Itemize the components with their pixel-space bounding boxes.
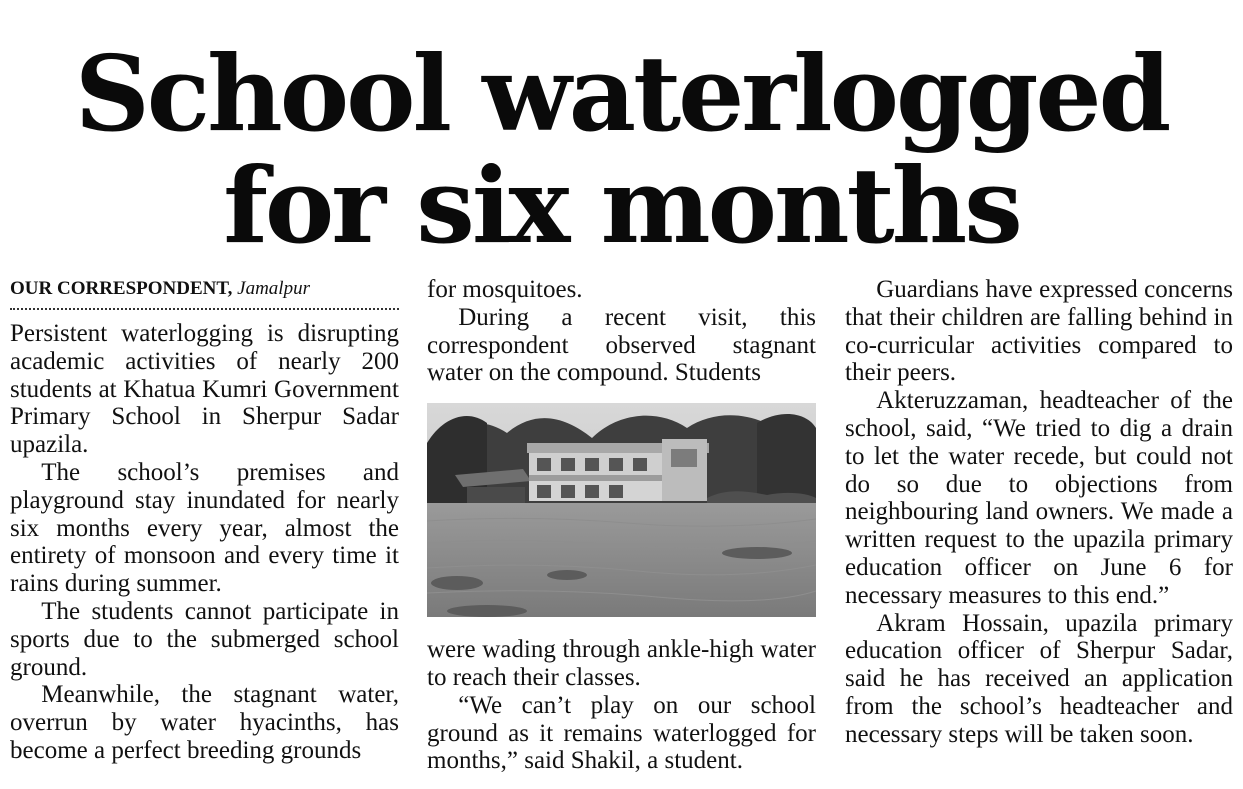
paragraph: for mosquitoes. <box>427 276 583 303</box>
byline-divider <box>10 308 399 310</box>
byline-location: Jamalpur <box>237 278 310 299</box>
article-column-2 <box>427 276 816 775</box>
article-column-1 <box>10 276 399 765</box>
paragraph: were wading through ankle-high water to reach their classes. <box>427 636 816 691</box>
paragraph: Akram Hossain, upazila primary education officer of Sherpur Sadar, said he has received an application from the school’s headteacher and necessary steps will be taken soon. <box>845 609 1233 748</box>
paragraph: Guardians have expressed concerns that their children are falling behind in co-curricular activities compared to their peers. <box>845 276 1233 387</box>
headline <box>0 32 1243 267</box>
article-column-3 <box>845 276 1233 749</box>
paragraph: Meanwhile, the stagnant water, overrun by water hyacinths, has become a perfect breeding grounds <box>10 681 399 764</box>
paragraph: “We can’t play on our school ground as it remains waterlogged for months,” said Shakil, a student. <box>427 691 816 775</box>
headline-line-1: School waterlogged <box>74 32 1169 155</box>
headline-line-2: for six months <box>223 144 1020 267</box>
paragraph: During a recent visit, this correspondent observed stagnant water on the compound. Students <box>427 303 816 387</box>
byline-author: OUR CORRESPONDENT, <box>10 278 233 299</box>
waterlogged-school-photo <box>427 403 816 617</box>
byline <box>10 276 399 302</box>
paragraph: The school’s premises and playground stay inundated for nearly six months every year, almost the entirety of monsoon and every time it rains during summer. <box>10 458 399 598</box>
paragraph: The students cannot participate in sports due to the submerged school ground. <box>10 597 399 681</box>
paragraph: Akteruzzaman, headteacher of the school, said, “We tried to dig a drain to let the water recede, but could not do so due to objections from neighbouring land owners. We made a written request to the upazila primary education officer on June 6 for necessary measures to this end.” <box>845 387 1233 609</box>
paragraph: Persistent waterlogging is disrupting academic activities of nearly 200 students at Khatua Kumri Government Primary School in Sherpur Sadar upazila. <box>10 320 399 459</box>
